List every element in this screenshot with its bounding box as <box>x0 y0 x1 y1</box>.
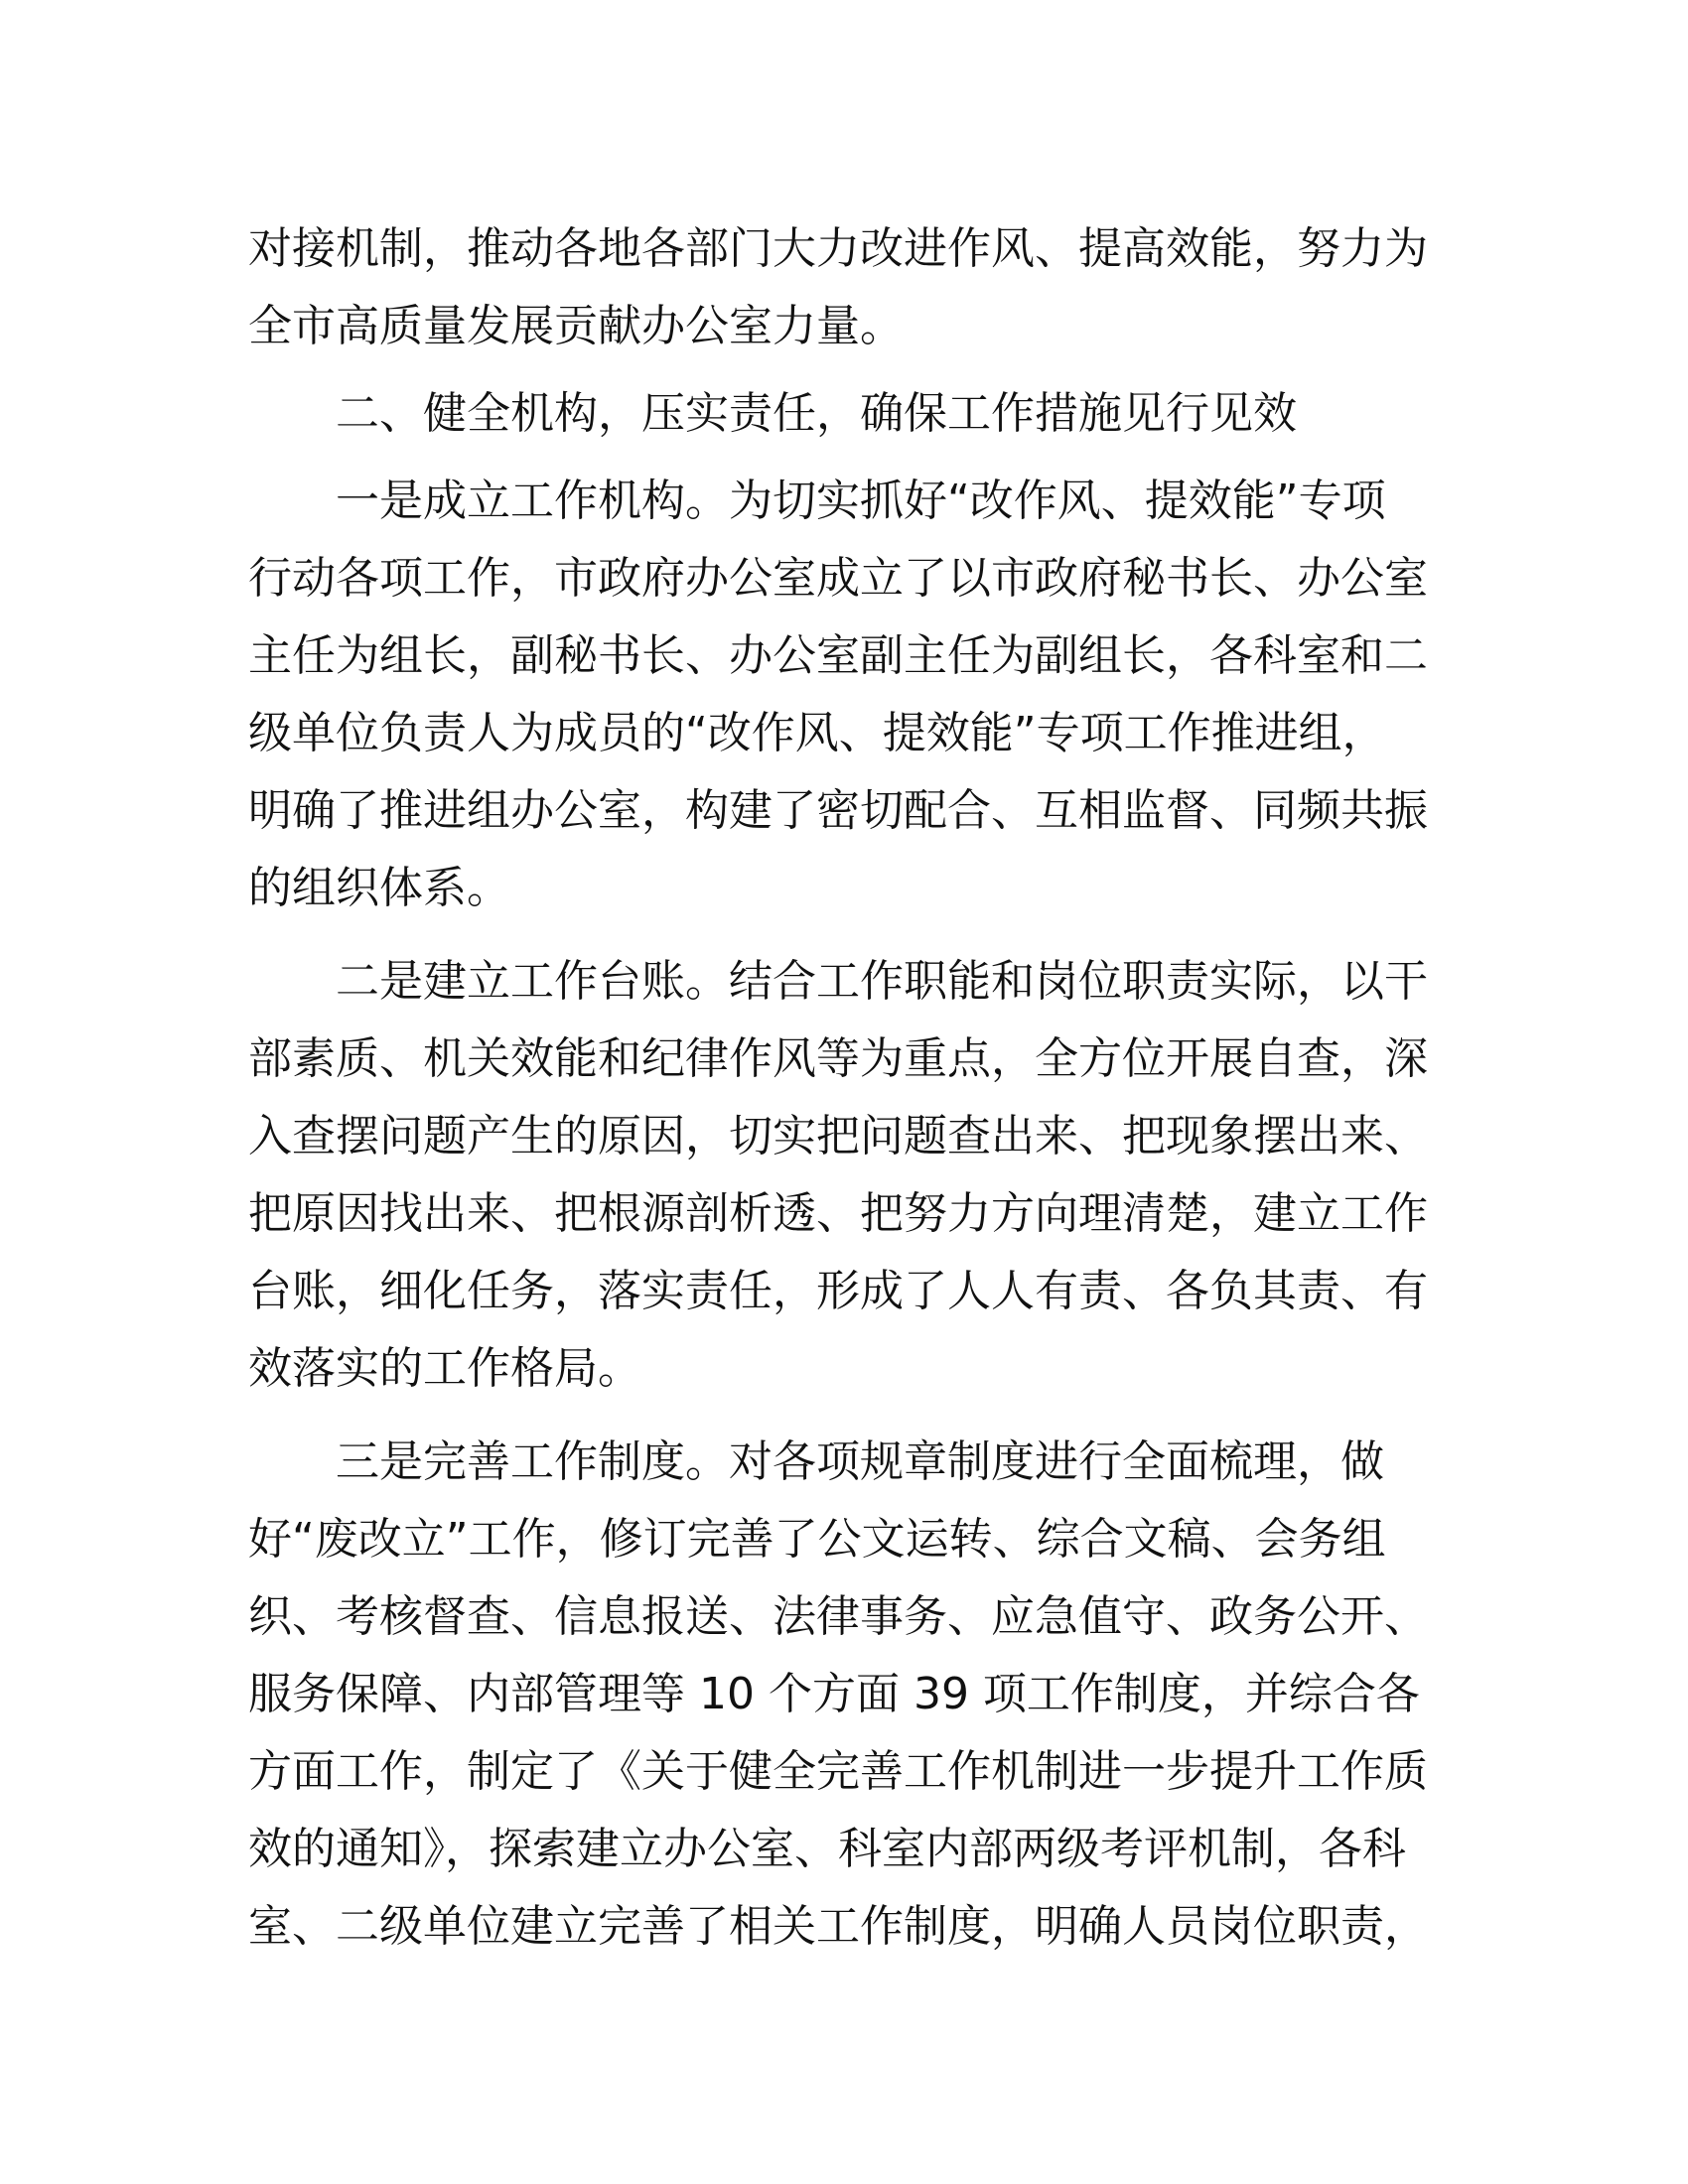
paragraph-line: 主任为组长，副秘书长、办公室副主任为副组长，各科室和二 <box>248 630 1428 681</box>
paragraph-line: 全市高质量发展贡献办公室力量。 <box>248 301 904 351</box>
paragraph-line: 台账，细化任务，落实责任，形成了人人有责、各负其责、有 <box>248 1266 1428 1316</box>
section-heading: 二、健全机构，压实责任，确保工作措施见行见效 <box>336 388 1297 439</box>
paragraph-line: 方面工作，制定了《关于健全完善工作机制进一步提升工作质 <box>248 1746 1428 1797</box>
paragraph-line: 效的通知》，探索建立办公室、科室内部两级考评机制，各科 <box>248 1824 1406 1874</box>
paragraph-line: 把原因找出来、把根源剖析透、把努力方向理清楚，建立工作 <box>248 1188 1428 1239</box>
paragraph-line: 部素质、机关效能和纪律作风等为重点，全方位开展自查，深 <box>248 1033 1428 1084</box>
paragraph-line: 室、二级单位建立完善了相关工作制度，明确人员岗位职责， <box>248 1901 1428 1952</box>
paragraph-line: 效落实的工作格局。 <box>248 1343 641 1394</box>
paragraph-line: 级单位负责人为成员的“改作风、提效能”专项工作推进组， <box>248 708 1386 758</box>
paragraph-line: 的组织体系。 <box>248 863 510 913</box>
paragraph-line: 二是建立工作台账。结合工作职能和岗位职责实际，以干 <box>336 956 1428 1007</box>
paragraph-line: 织、考核督查、信息报送、法律事务、应急值守、政务公开、 <box>248 1591 1428 1642</box>
paragraph-line: 对接机制，推动各地各部门大力改进作风、提高效能，努力为 <box>248 223 1428 274</box>
paragraph-line: 三是完善工作制度。对各项规章制度进行全面梳理，做 <box>336 1436 1384 1487</box>
paragraph-line: 服务保障、内部管理等 10 个方面 39 项工作制度，并综合各 <box>248 1669 1420 1719</box>
paragraph-line: 入查摆问题产生的原因，切实把问题查出来、把现象摆出来、 <box>248 1111 1428 1161</box>
paragraph-line: 好“废改立”工作，修订完善了公文运转、综合文稿、会务组 <box>248 1514 1386 1565</box>
paragraph-line: 明确了推进组办公室，构建了密切配合、互相监督、同频共振 <box>248 785 1428 836</box>
paragraph-line: 行动各项工作，市政府办公室成立了以市政府秘书长、办公室 <box>248 553 1428 604</box>
paragraph-line: 一是成立工作机构。为切实抓好“改作风、提效能”专项 <box>336 476 1386 526</box>
